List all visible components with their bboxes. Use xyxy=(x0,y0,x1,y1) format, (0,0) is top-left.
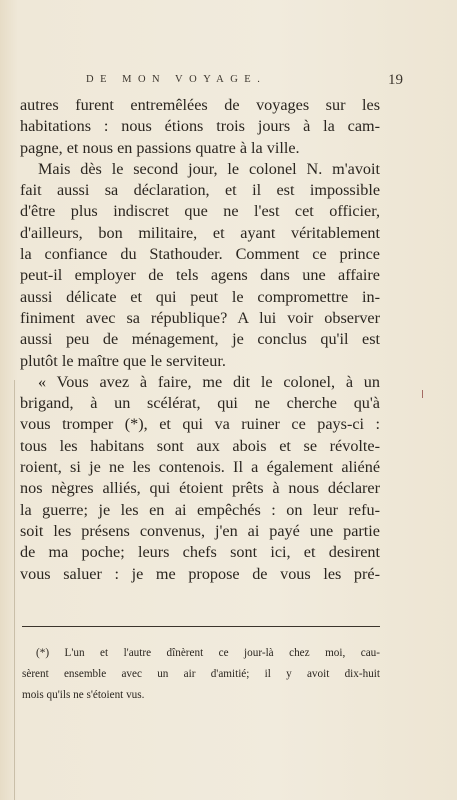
text-line: aussi délicate et qui peut le compromettre in- xyxy=(20,287,380,306)
text-line: la confiance du Stathouder. Comment ce prince xyxy=(20,245,380,264)
text-line: habitations : nous étions trois jours à la cam- xyxy=(20,117,380,136)
text-line: la guerre; je les en ai empêchés : on leur refu- xyxy=(20,500,380,519)
margin-mark xyxy=(422,390,423,398)
text-line: d'ailleurs, bon militaire, et ayant véritablement xyxy=(20,223,380,242)
binding-gutter xyxy=(14,380,15,800)
footnote xyxy=(22,643,380,705)
text-line: soit les présens convenus, j'en ai payé une partie xyxy=(20,521,380,540)
text-line: brigand, à un scélérat, qui ne cherche qu'à xyxy=(20,394,380,413)
text-line: vous saluer : je me propose de vous les pré- xyxy=(20,564,380,583)
footnote-line: (*) L'un et l'autre dînèrent ce jour-là chez moi, cau- xyxy=(36,647,380,659)
footnote-line: mois qu'ils ne s'étoient vus. xyxy=(22,688,145,701)
text-line: « Vous avez à faire, me dit le colonel, à un xyxy=(38,372,380,391)
text-line: plutôt le maître que le serviteur. xyxy=(20,351,226,370)
text-line: nos nègres alliés, qui étoient prêts à nous déclarer xyxy=(20,479,380,498)
text-line: peut-il employer de tels agens dans une affaire xyxy=(20,266,380,285)
footnote-rule xyxy=(22,626,380,627)
running-head: DE MON VOYAGE. xyxy=(86,74,267,85)
text-line: pagne, et nous en passions quatre à la ville. xyxy=(20,138,300,157)
text-line: finiment avec sa république? A lui voir observer xyxy=(20,308,380,327)
text-line: aussi peu de ménagement, je conclus qu'il est xyxy=(20,330,380,349)
text-line: fait aussi sa déclaration, et il est impossible xyxy=(20,181,380,200)
text-line: d'être plus indiscret que ne l'est cet officier, xyxy=(20,202,380,221)
text-line: tous les habitans sont aux abois et se révolte- xyxy=(20,436,380,455)
page-number: 19 xyxy=(388,72,403,88)
text-line: roient, si je ne les contenois. Il a également aliéné xyxy=(20,458,380,477)
footnote-line: sèrent ensemble avec un air d'amitié; il y avoit dix-huit xyxy=(22,667,380,680)
main-text xyxy=(20,95,380,585)
page-header xyxy=(86,72,403,92)
text-line: vous tromper (*), et qui va ruiner ce pays-ci : xyxy=(20,415,380,434)
text-line: Mais dès le second jour, le colonel N. m'avoit xyxy=(38,159,380,178)
text-line: autres furent entremêlées de voyages sur les xyxy=(20,96,380,114)
text-line: de ma poche; leurs chefs sont ici, et desirent xyxy=(20,543,380,562)
